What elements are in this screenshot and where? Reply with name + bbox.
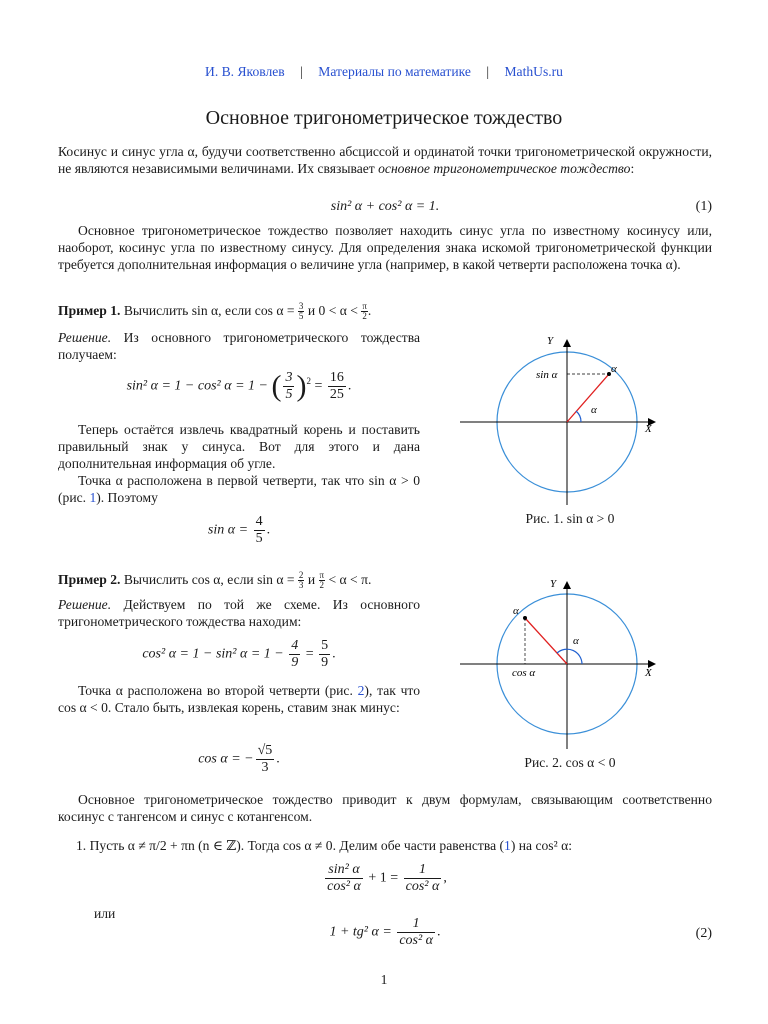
example-1-p2-text: Точка α расположена в первой четверти, так что sin α > 0 (рис.	[58, 473, 420, 505]
header-separator: |	[300, 64, 303, 79]
example-2-eq-left: cos² α = 1 − sin² α = 1 −	[142, 646, 288, 662]
or-word: или	[94, 906, 116, 921]
point-alpha	[523, 616, 527, 620]
equation-a-fraction-1: $\frac{\text{sin² α}}{\text{cos² α}}$	[327, 862, 361, 894]
page-number: 1	[380, 972, 388, 987]
example-2-fraction: $\frac{2}{3}$	[298, 570, 304, 591]
example-1-answer	[58, 514, 420, 547]
x-axis-label: X	[645, 667, 652, 679]
list-item-number: 1.	[76, 838, 87, 853]
cos-label: cos α	[512, 667, 536, 679]
example-1-label: Пример 1.	[58, 303, 121, 318]
y-axis-label: Y	[550, 578, 557, 590]
example-2-solution-intro	[58, 596, 420, 630]
example-1-solution-intro	[58, 329, 420, 363]
angle-arc	[576, 411, 581, 422]
materials-link[interactable]: Материалы по математике	[318, 64, 471, 79]
example-2-p1-end: ), так что cos α < 0. Стало быть, извлекая корень, ставим знак минус:	[58, 683, 420, 715]
solution-text: Действуем по той же схеме. Из основного тригонометрического тождества находим:	[58, 597, 420, 629]
example-2-eq-equals: =	[302, 646, 318, 662]
example-2-answer	[58, 743, 420, 776]
equation-1-ref-link[interactable]: 1	[504, 838, 511, 853]
figure-2-diagram	[455, 574, 675, 754]
intro-term: основное тригонометрическое тождество	[378, 161, 631, 176]
equation-1-body: sin² α + cos² α = 1.	[330, 199, 440, 214]
example-1-paragraph-2	[58, 472, 420, 506]
equation-a-mid: + 1 =	[364, 870, 402, 886]
solution-text: Из основного тригонометрического тождества получаем:	[58, 330, 420, 362]
example-1-eq-equals: =	[310, 378, 326, 394]
example-2-label: Пример 2.	[58, 572, 121, 587]
sin-label: sin α	[536, 369, 558, 381]
example-2-eq-result: $\frac{5}{9}$	[321, 638, 329, 670]
radius-line	[525, 618, 567, 664]
list-item-text-end: ) на cos² α:	[510, 838, 572, 853]
intro-paragraph	[58, 143, 712, 177]
figure-2-ref-link[interactable]: 2	[357, 683, 365, 698]
page-header	[0, 64, 768, 80]
intro-text: Косинус и синус угла α, будучи соответственно абсциссой и ординатой точки тригонометрической окружности, не являются независимыми величинами. Их связывает	[58, 144, 712, 176]
angle-alpha-label: α	[591, 404, 597, 416]
equation-a-end: ,	[443, 870, 447, 886]
page-title: Основное тригонометрическое тождество	[205, 107, 563, 129]
example-1-task-text-2: и 0 < α <	[304, 303, 362, 318]
example-1-answer-fraction: $\frac{4}{5}$	[255, 514, 263, 546]
author-link[interactable]: И. В. Яковлев	[205, 64, 285, 79]
example-1-fraction: $\frac{3}{5}$	[298, 301, 304, 322]
example-2-answer-left: cos α = −	[198, 751, 254, 767]
paragraph-3: Основное тригонометрическое тождество приводит к двум формулам, связывающим соответственно косинус с тангенсом и синус с котангенсом.	[58, 792, 712, 824]
site-link[interactable]: MathUs.ru	[504, 64, 563, 79]
figure-1-caption: Рис. 1. sin α > 0	[525, 511, 615, 526]
figure-1-diagram	[455, 330, 675, 510]
solution-label: Решение.	[58, 597, 112, 612]
example-1-task-end: .	[367, 303, 372, 318]
figure-1-ref-link[interactable]: 1	[89, 490, 97, 505]
intro-text-end: :	[630, 161, 635, 176]
equation-2-number: (2)	[695, 926, 712, 941]
example-2-task-text-2: и	[304, 572, 319, 587]
example-2-task-end: < α < π.	[325, 572, 372, 587]
equation-2-end: .	[437, 924, 441, 940]
example-2-eq-end: .	[332, 646, 336, 662]
example-1-eq-result: $\frac{16}{25}$	[329, 370, 344, 402]
y-axis-label: Y	[547, 335, 554, 347]
example-2-eq-fraction: $\frac{4}{9}$	[291, 638, 299, 670]
header-separator: |	[486, 64, 490, 79]
example-1-answer-end: .	[266, 522, 271, 538]
example-1-p2-end: ). Поэтому	[96, 490, 158, 505]
radius-line	[567, 374, 609, 422]
x-axis-label: X	[645, 423, 652, 435]
point-alpha-label: α	[513, 605, 519, 617]
example-2-pi-fraction: $\frac{\pi}{2}$	[319, 570, 325, 591]
example-1-paragraph-1: Теперь остаётся извлечь квадратный корень и поставить правильный знак у синуса. Вот для этого и дана дополнительная информация об угле.	[58, 422, 420, 471]
list-item-text: Пусть α ≠ π/2 + πn (n ∈ ℤ). Тогда cos α ≠ 0. Делим обе части равенства (	[89, 838, 505, 853]
point-alpha-label: α	[611, 363, 617, 375]
equation-2	[58, 916, 712, 949]
example-1-eq-left: sin² α = 1 − cos² α = 1 −	[126, 378, 272, 394]
equation-a	[58, 862, 712, 895]
example-2-answer-fraction: $\frac{√5}{3}$	[257, 743, 273, 775]
equation-1-number: (1)	[695, 199, 712, 214]
angle-alpha-label: α	[573, 635, 579, 647]
list-item	[76, 837, 712, 854]
example-1-task	[58, 302, 712, 321]
equation-a-fraction-2: $\frac{1}{\text{cos² α}}$	[405, 862, 440, 894]
example-1-answer-left: sin α =	[207, 522, 252, 538]
example-1-equation: sin² α = 1 − cos² α = 1 − ( $\frac{3}{5}$ )$^2$ = $\frac{16}{25}$ .	[126, 369, 352, 403]
example-1-eq-fraction: $\frac{3}{5}$	[285, 370, 293, 402]
example-1-task-text: Вычислить sin α, если cos α =	[120, 303, 298, 318]
solution-label: Решение.	[58, 330, 112, 345]
paragraph-2: Основное тригонометрическое тождество позволяет находить синус угла по известному косинусу или, наоборот, косинус угла по известному синусу. Для определения знака искомой тригонометрической функции требуется дополнительная информация о величине угла (например, в какой четверти расположена точка α).	[58, 223, 712, 272]
figure-2-caption: Рис. 2. cos α < 0	[524, 755, 616, 770]
equation-1	[58, 199, 712, 215]
example-2-answer-end: .	[276, 751, 280, 767]
example-2-paragraph-1	[58, 682, 420, 716]
example-2-equation	[58, 638, 420, 671]
example-2-p1-text: Точка α расположена во второй четверти (рис.	[78, 683, 358, 698]
equation-2-left: 1 + tg² α =	[329, 924, 396, 940]
example-1-pi-fraction: $\frac{\pi}{2}$	[362, 301, 367, 322]
example-2-task-text: Вычислить cos α, если sin α =	[120, 572, 298, 587]
example-1-eq-end: .	[347, 378, 352, 394]
equation-2-fraction: $\frac{1}{\text{cos² α}}$	[399, 916, 434, 948]
